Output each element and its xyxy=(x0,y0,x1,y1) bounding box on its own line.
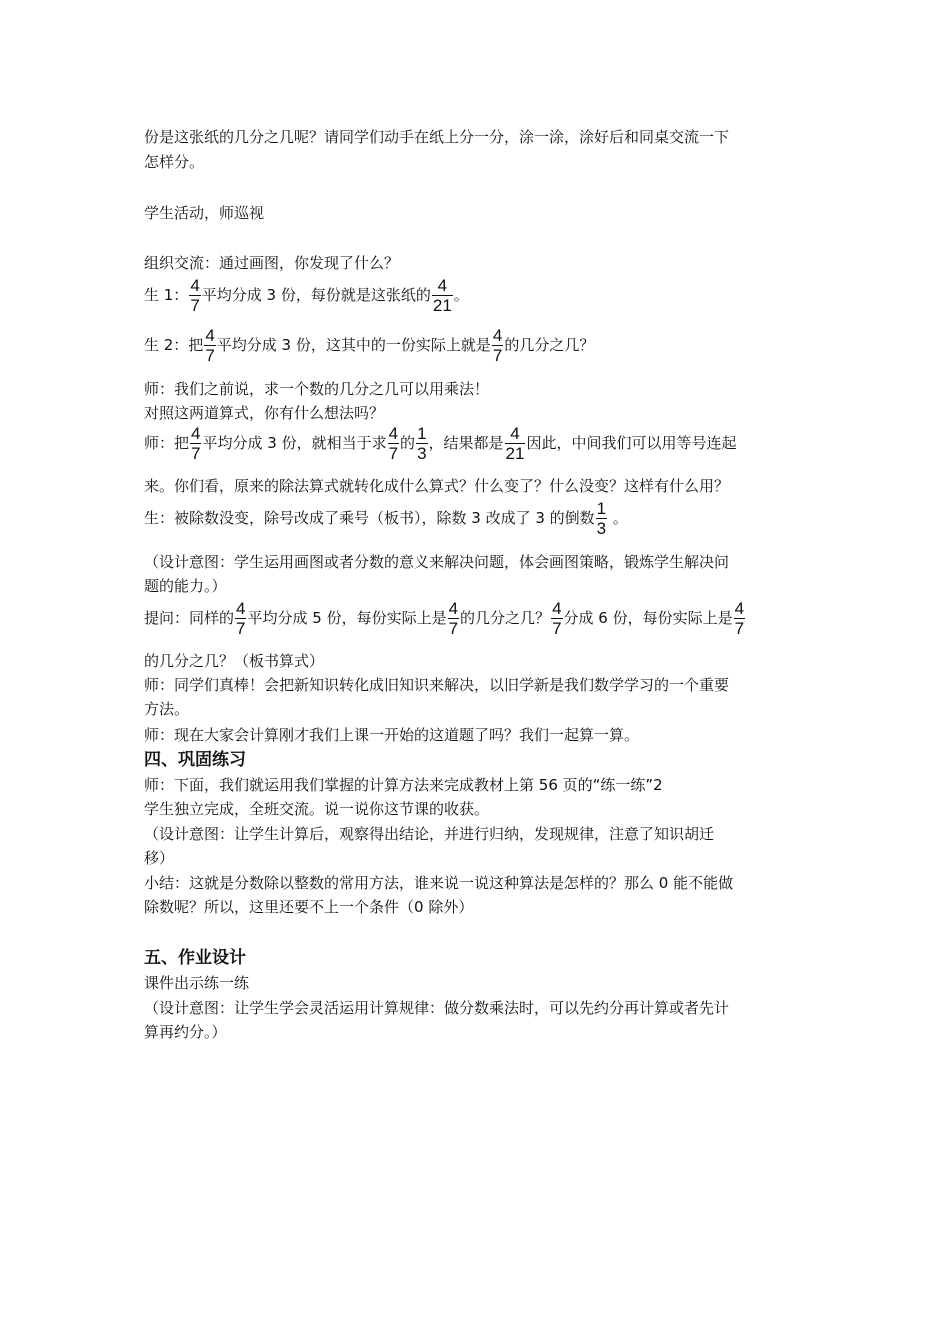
fraction: $\frac{4}{7}$ xyxy=(734,599,745,638)
fraction: $\frac{4}{21}$ xyxy=(505,424,525,463)
fraction: $\frac{4}{21}$ xyxy=(432,276,452,315)
fraction: $\frac{4}{7}$ xyxy=(236,599,246,638)
fraction: $\frac{4}{7}$ xyxy=(191,424,201,463)
section-heading-5: 五、作业设计 xyxy=(144,948,246,968)
paragraph-line: 来。你们看，原来的除法算式就转化成什么算式？什么变了？什么没变？这样有什么用？ xyxy=(144,477,730,495)
design-intent-line: （设计意图：让学生学会灵活运用计算规律：做分数乘法时，可以先约分再计算或者先计 xyxy=(144,999,730,1017)
summary-line: 小结：这就是分数除以整数的常用方法，谁来说一说这种算法是怎样的？那么 0 能不能做 xyxy=(144,874,734,892)
paragraph-line: 课件出示练一练 xyxy=(144,974,250,992)
paragraph-line: 学生活动，师巡视 xyxy=(144,204,265,222)
fraction: $\frac{4}{7}$ xyxy=(205,326,215,365)
paragraph-line: 师：同学们真棒！会把新知识转化成旧知识来解决，以旧学新是我们数学学习的一个重要 xyxy=(144,676,730,694)
fraction: $\frac{4}{7}$ xyxy=(552,599,562,638)
paragraph-line: 师：下面，我们就运用我们掌握的计算方法来完成教材上第 56 页的“练一练”2 xyxy=(144,776,663,794)
design-intent-line: （设计意图：让学生计算后，观察得出结论，并进行归纳，发现规律，注意了知识胡迁 xyxy=(144,825,715,843)
fraction: $\frac{4}{7}$ xyxy=(388,424,399,463)
fraction: $\frac{4}{7}$ xyxy=(492,326,503,365)
paragraph-line: 师：我们之前说，求一个数的几分之几可以用乘法！ xyxy=(144,380,490,398)
design-intent-line: 移） xyxy=(144,849,175,867)
student-line: 生：被除数没变，除号改成了乘号（板书），除数 3 改成了 3 的倒数 $\frac{1}{3}$ 。 xyxy=(144,499,628,538)
paragraph-line: 怎样分。 xyxy=(144,153,205,171)
teacher-line: 师：把 $\frac{4}{7}$ 平均分成 3 份，就相当于求 $\frac{4}{7}$ 的 $\frac{1}{3}$ ，结果都是 $\frac{4}{21}$ 因此，中间我们可以用等号连起 xyxy=(144,424,737,463)
fraction: $\frac{1}{3}$ xyxy=(596,499,607,538)
student-1-line: 生 1： $\frac{4}{7}$ 平均分成 3 份，每份就是这张纸的 $\frac{4}{21}$ 。 xyxy=(144,276,469,315)
design-intent-line: 算再约分。） xyxy=(144,1023,227,1041)
paragraph-line: 学生独立完成，全班交流。说一说你这节课的收获。 xyxy=(144,800,490,818)
paragraph-line: 组织交流：通过画图，你发现了什么？ xyxy=(144,254,400,272)
paragraph-line: 方法。 xyxy=(144,700,190,718)
design-intent-line: （设计意图：学生运用画图或者分数的意义来解决问题，体会画图策略，锻炼学生解决问 xyxy=(144,553,730,571)
paragraph-line: 的几分之几？（板书算式） xyxy=(144,652,325,670)
section-heading-4: 四、巩固练习 xyxy=(144,750,246,770)
design-intent-line: 题的能力。） xyxy=(144,577,227,595)
paragraph-line: 对照这两道算式，你有什么想法吗？ xyxy=(144,404,385,422)
paragraph-line: 份是这张纸的几分之几呢？请同学们动手在纸上分一分，涂一涂，涂好后和同桌交流一下 xyxy=(144,128,730,146)
fraction: $\frac{4}{7}$ xyxy=(190,276,200,315)
paragraph-line: 师：现在大家会计算刚才我们上课一开始的这道题了吗？我们一起算一算。 xyxy=(144,726,640,744)
student-2-line: 生 2：把 $\frac{4}{7}$ 平均分成 3 份，这其中的一份实际上就是 $\frac{4}{7}$ 的几分之几？ xyxy=(144,326,595,365)
fraction: $\frac{1}{3}$ xyxy=(417,424,427,463)
question-line: 提问：同样的 $\frac{4}{7}$ 平均分成 5 份，每份实际上是 $\frac{4}{7}$ 的几分之几？ $\frac{4}{7}$ 分成 6 份，每份实际上是 $\frac{4}{7}$ xyxy=(144,599,745,638)
fraction: $\frac{4}{7}$ xyxy=(448,599,459,638)
summary-line: 除数呢？所以，这里还要不上一个条件（0 除外） xyxy=(144,898,474,916)
